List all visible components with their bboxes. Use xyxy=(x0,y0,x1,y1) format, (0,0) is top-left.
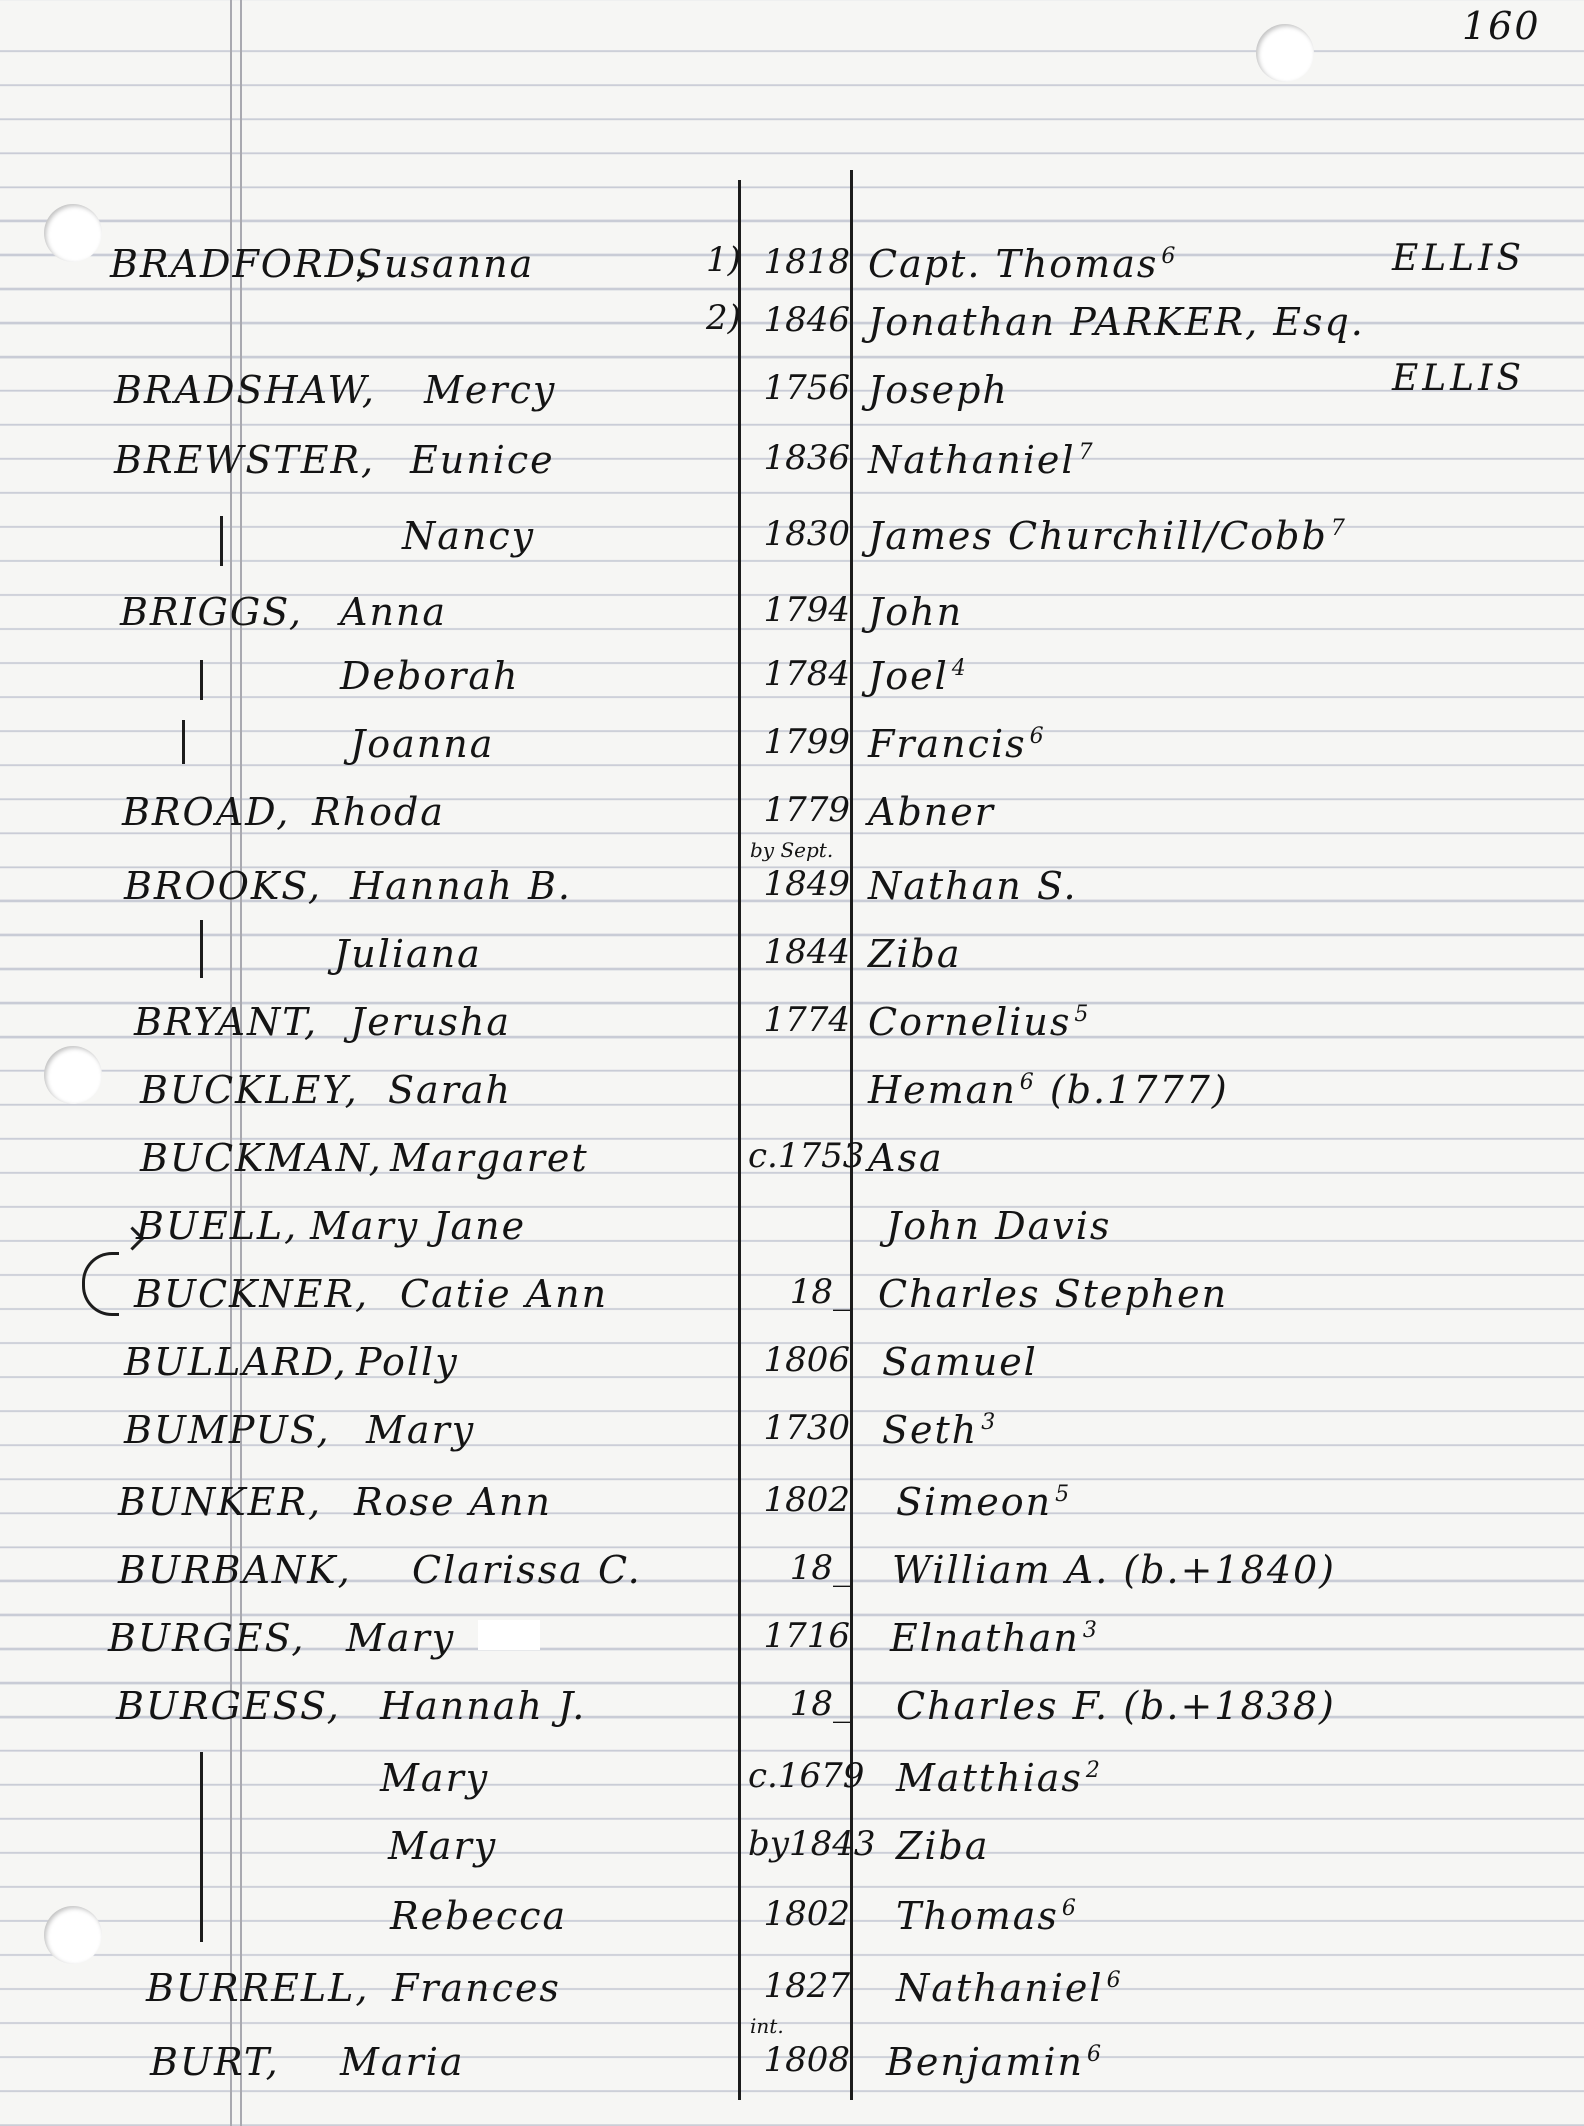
spouse-name: Francis $^6$ xyxy=(868,722,1046,766)
list-item xyxy=(0,654,1584,714)
list-item xyxy=(0,1684,1584,1744)
given-name: Rhoda xyxy=(312,790,445,834)
list-item xyxy=(0,722,1584,782)
spouse-name: Nathaniel $^6$ xyxy=(896,1966,1123,2010)
surname: BROOKS, xyxy=(124,864,322,908)
marriage-year: 1802 xyxy=(763,1480,850,1520)
given-name: Deborah xyxy=(340,654,520,698)
given-name: Catie Ann xyxy=(400,1272,609,1316)
given-name: Rose Ann xyxy=(354,1480,552,1524)
given-name: Frances xyxy=(392,1966,561,2010)
list-item xyxy=(0,1136,1584,1196)
ellis-tag: ELLIS xyxy=(1392,358,1525,399)
surname: BROAD, xyxy=(122,790,291,834)
list-item xyxy=(0,1408,1584,1468)
marriage-year: 1730 xyxy=(763,1408,850,1448)
spouse-name: Benjamin $^6$ xyxy=(886,2040,1103,2084)
marriage-year: 1849 xyxy=(763,864,850,904)
list-item xyxy=(0,1340,1584,1400)
spouse-name: Thomas $^6$ xyxy=(896,1894,1078,1938)
list-item xyxy=(0,1204,1584,1264)
spouse-name: Ziba xyxy=(868,932,962,976)
marriage-year: 1846 xyxy=(763,300,850,340)
spouse-name: Heman $^6$ (b.1777) xyxy=(868,1068,1229,1112)
list-item xyxy=(0,1272,1584,1332)
list-item xyxy=(0,1068,1584,1128)
spouse-name: Charles Stephen xyxy=(878,1272,1229,1316)
spouse-name: John xyxy=(868,590,964,634)
marriage-marker: 2) xyxy=(706,298,741,338)
ellis-tag: ELLIS xyxy=(1392,238,1525,279)
surname: BUCKLEY, xyxy=(140,1068,359,1112)
given-name: Mercy xyxy=(424,368,557,412)
list-item xyxy=(0,1824,1584,1884)
given-name: Susanna xyxy=(356,242,535,286)
list-item xyxy=(0,1616,1584,1676)
given-name: Eunice xyxy=(410,438,555,482)
list-item xyxy=(0,300,1584,360)
surname: BUELL, xyxy=(136,1204,299,1248)
spouse-name: Samuel xyxy=(882,1340,1038,1384)
given-name: Hannah J. xyxy=(380,1684,587,1728)
marriage-year: 1818 xyxy=(763,242,850,282)
marriage-year: 1802 xyxy=(763,1894,850,1934)
marriage-year: 1756 xyxy=(763,368,850,408)
marriage-year: 18_ xyxy=(789,1272,850,1312)
given-name: Margaret xyxy=(390,1136,589,1180)
surname: BURRELL, xyxy=(146,1966,370,2010)
list-item xyxy=(0,1548,1584,1608)
spouse-name: Asa xyxy=(868,1136,944,1180)
given-name: Mary xyxy=(380,1756,490,1800)
given-name: Polly xyxy=(356,1340,459,1384)
list-item xyxy=(0,438,1584,498)
list-item xyxy=(0,238,1584,302)
spouse-name: Jonathan PARKER, Esq. xyxy=(868,300,1365,344)
given-name: Mary xyxy=(346,1616,456,1660)
marriage-year: 1779 xyxy=(763,790,850,830)
spouse-name: William A. (b.+1840) xyxy=(892,1548,1336,1592)
list-item xyxy=(0,1756,1584,1816)
spouse-name: Matthias $^2$ xyxy=(896,1756,1102,1800)
surname: BURBANK, xyxy=(118,1548,352,1592)
list-item xyxy=(0,932,1584,992)
given-name: Jerusha xyxy=(350,1000,511,1044)
given-name: Sarah xyxy=(388,1068,512,1112)
spouse-name: Ziba xyxy=(896,1824,990,1868)
given-name: Joanna xyxy=(350,722,495,766)
given-name: Anna xyxy=(340,590,448,634)
spouse-name: Joseph xyxy=(868,368,1009,412)
list-item xyxy=(0,2014,1584,2100)
marriage-marker: 1) xyxy=(706,240,741,280)
marriage-year: 1806 xyxy=(763,1340,850,1380)
given-name: Mary xyxy=(388,1824,498,1868)
spouse-name: Capt. Thomas $^6$ xyxy=(868,242,1178,286)
given-name: Juliana xyxy=(334,932,482,976)
marriage-year: 18_ xyxy=(789,1548,850,1588)
list-item xyxy=(0,1966,1584,2026)
surname: BURGES, xyxy=(108,1616,306,1660)
spouse-name: Cornelius $^5$ xyxy=(868,1000,1091,1044)
list-item xyxy=(0,514,1584,574)
marriage-year: 1830 xyxy=(763,514,850,554)
year-note: int. xyxy=(750,2014,784,2038)
list-item xyxy=(0,838,1584,924)
marriage-year: 1836 xyxy=(763,438,850,478)
given-name: Rebecca xyxy=(390,1894,568,1938)
spouse-name: Elnathan $^3$ xyxy=(890,1616,1099,1660)
marriage-year: c.1753 xyxy=(748,1136,865,1176)
surname: BUCKMAN, xyxy=(140,1136,383,1180)
spouse-name: Charles F. (b.+1838) xyxy=(896,1684,1336,1728)
given-name: Clarissa C. xyxy=(412,1548,642,1592)
spouse-name: Nathan S. xyxy=(868,864,1078,908)
given-name: Mary xyxy=(366,1408,476,1452)
marriage-year: 1844 xyxy=(763,932,850,972)
surname: BRYANT, xyxy=(134,1000,319,1044)
given-name: Mary Jane xyxy=(310,1204,527,1248)
list-item xyxy=(0,1894,1584,1954)
given-name: Nancy xyxy=(402,514,536,558)
spouse-name: Joel $^4$ xyxy=(868,654,968,698)
list-item xyxy=(0,358,1584,428)
surname: BRIGGS, xyxy=(120,590,304,634)
given-name: Hannah B. xyxy=(350,864,572,908)
surname: BUCKNER, xyxy=(134,1272,370,1316)
marriage-year: 1716 xyxy=(763,1616,850,1656)
list-item xyxy=(0,1480,1584,1540)
surname: BUMPUS, xyxy=(124,1408,331,1452)
surname: BURT, xyxy=(150,2040,280,2084)
surname: BUNKER, xyxy=(118,1480,323,1524)
surname: BULLARD, xyxy=(124,1340,348,1384)
year-note: by Sept. xyxy=(750,838,834,862)
marriage-year: 1799 xyxy=(763,722,850,762)
spouse-name: Abner xyxy=(868,790,995,834)
marriage-year: 18_ xyxy=(789,1684,850,1724)
surname: BURGESS, xyxy=(116,1684,341,1728)
surname: BRADFORD, xyxy=(110,242,370,286)
correction-blot xyxy=(478,1620,540,1650)
spouse-name: James Churchill/Cobb $^7$ xyxy=(868,514,1347,558)
list-item xyxy=(0,1000,1584,1060)
spouse-name: John Davis xyxy=(886,1204,1112,1248)
given-name: Maria xyxy=(340,2040,465,2084)
surname: BRADSHAW, xyxy=(114,368,377,412)
marriage-year: 1808 xyxy=(763,2040,850,2080)
list-item xyxy=(0,590,1584,650)
page-number: 160 xyxy=(1462,4,1541,48)
marriage-year: 1784 xyxy=(763,654,850,694)
marriage-year: 1794 xyxy=(763,590,850,630)
marriage-year: c.1679 xyxy=(748,1756,865,1796)
spouse-name: Simeon $^5$ xyxy=(896,1480,1072,1524)
marriage-year: 1827 xyxy=(763,1966,850,2006)
spouse-name: Seth $^3$ xyxy=(882,1408,998,1452)
marriage-year: 1774 xyxy=(763,1000,850,1040)
surname: BREWSTER, xyxy=(114,438,376,482)
marriage-year: by1843 xyxy=(748,1824,876,1864)
spouse-name: Nathaniel $^7$ xyxy=(868,438,1095,482)
